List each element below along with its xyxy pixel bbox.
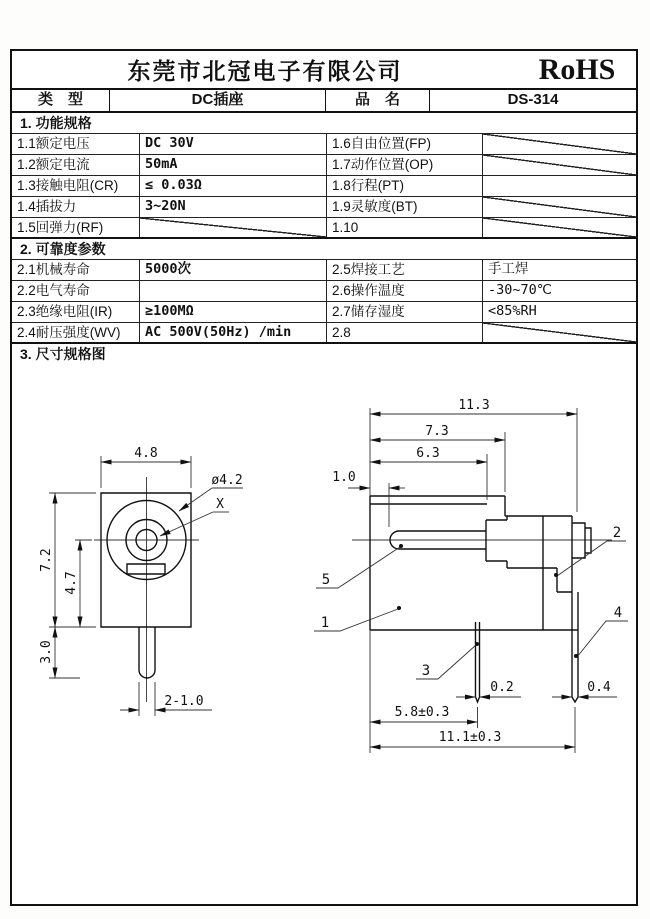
dimension-drawing-area — [12, 364, 636, 904]
spec-label: 1.4插拔力 — [12, 197, 140, 217]
barrel-diameter-label: ø4.2 — [211, 473, 243, 488]
spec-label: 1.5回弹力(RF) — [12, 218, 140, 237]
spec-value-na — [483, 197, 636, 217]
product-name-label: 品 名 — [326, 90, 430, 111]
spec-label: 1.6自由位置(FP) — [327, 134, 483, 154]
spec-value-na — [483, 134, 636, 154]
spec-label: 1.10 — [327, 218, 483, 237]
spec-row — [12, 155, 636, 176]
section1-title: 1. 功能规格 — [12, 113, 636, 134]
product-name-value: DS-314 — [507, 91, 559, 108]
spec-row — [12, 260, 636, 281]
dim-front-height: 7.2 — [39, 548, 54, 572]
front-view — [39, 446, 243, 716]
part-leader-5 — [316, 544, 403, 588]
dim-front-width: 4.8 — [134, 446, 158, 461]
spec-label: 2.7储存湿度 — [327, 302, 483, 322]
dim-pin4-position: 11.1±0.3 — [438, 730, 502, 745]
spec-label: 1.2额定电流 — [12, 155, 140, 175]
dim-pin3-width: 0.2 — [490, 680, 514, 695]
spec-value-na — [483, 323, 636, 342]
spec-label: 2.6操作温度 — [327, 281, 483, 301]
spec-row — [12, 323, 636, 344]
dim-side-wall: 1.0 — [332, 470, 356, 485]
spec-value-na — [483, 218, 636, 237]
spec-value: -30~70℃ — [488, 282, 552, 298]
rohs-mark: RoHS — [538, 52, 616, 86]
spec-row — [12, 197, 636, 218]
title-row — [12, 51, 636, 90]
svg-text:5: 5 — [321, 572, 331, 588]
spec-value: DC 30V — [140, 134, 327, 154]
spec-label: 1.7动作位置(OP) — [327, 155, 483, 175]
spec-label: 1.3接触电阻(CR) — [12, 176, 140, 196]
section3-title: 3. 尺寸规格图 — [20, 346, 106, 362]
spec-value: ≥100MΩ — [140, 302, 327, 322]
svg-text:3: 3 — [421, 663, 431, 679]
type-name-row — [12, 90, 636, 113]
center-pin-label: X — [216, 497, 224, 512]
spec-value: 5000次 — [140, 260, 327, 280]
spec-value: ≤ 0.03Ω — [140, 176, 327, 196]
dim-side-step: 7.3 — [425, 424, 449, 439]
spec-label: 2.4耐压强度(WV) — [12, 323, 140, 342]
part-leader-4 — [574, 605, 628, 658]
spec-value-na — [140, 218, 327, 237]
dim-side-inner: 6.3 — [416, 446, 440, 461]
part-leader-2 — [554, 525, 626, 577]
spec-value: 手工焊 — [488, 261, 529, 277]
spec-row — [12, 218, 636, 239]
dim-front-pin-length: 3.0 — [39, 640, 54, 664]
spec-value — [483, 176, 636, 196]
part-leader-3 — [416, 642, 479, 679]
company-name: 东莞市北冠电子有限公司 — [127, 59, 403, 84]
spec-value: AC 500V(50Hz) /min — [140, 323, 327, 342]
dim-front-center: 4.7 — [64, 571, 79, 595]
spec-row — [12, 176, 636, 197]
spec-value: <85%RH — [488, 303, 537, 319]
svg-text:2: 2 — [612, 525, 622, 541]
dimension-drawing — [12, 364, 636, 904]
dim-side-total: 11.3 — [458, 398, 490, 413]
type-label: 类 型 — [12, 90, 110, 111]
section2-title: 2. 可靠度参数 — [12, 239, 636, 260]
spec-label: 2.1机械寿命 — [12, 260, 140, 280]
spec-label: 1.9灵敏度(BT) — [327, 197, 483, 217]
spec-label: 1.1额定电压 — [12, 134, 140, 154]
spec-label: 2.5焊接工艺 — [327, 260, 483, 280]
dim-pin4-width: 0.4 — [587, 680, 611, 695]
side-view — [314, 398, 628, 753]
spec-row — [12, 281, 636, 302]
svg-text:4: 4 — [613, 605, 623, 621]
svg-text:1: 1 — [320, 615, 330, 631]
dim-front-pin-width: 2-1.0 — [164, 694, 204, 709]
spec-label: 2.8 — [327, 323, 483, 342]
spec-value-na — [483, 155, 636, 175]
spec-value: 50mA — [140, 155, 327, 175]
spec-label: 1.8行程(PT) — [327, 176, 483, 196]
spec-label: 2.2电气寿命 — [12, 281, 140, 301]
spec-label: 2.3绝缘电阻(IR) — [12, 302, 140, 322]
spec-row — [12, 302, 636, 323]
dim-pin3-position: 5.8±0.3 — [394, 705, 450, 720]
spec-value: 3~20N — [140, 197, 327, 217]
type-value: DC插座 — [110, 90, 326, 111]
spec-value — [140, 281, 327, 301]
spec-row — [12, 134, 636, 155]
datasheet-page — [10, 49, 638, 906]
part-leader-1 — [314, 606, 401, 631]
